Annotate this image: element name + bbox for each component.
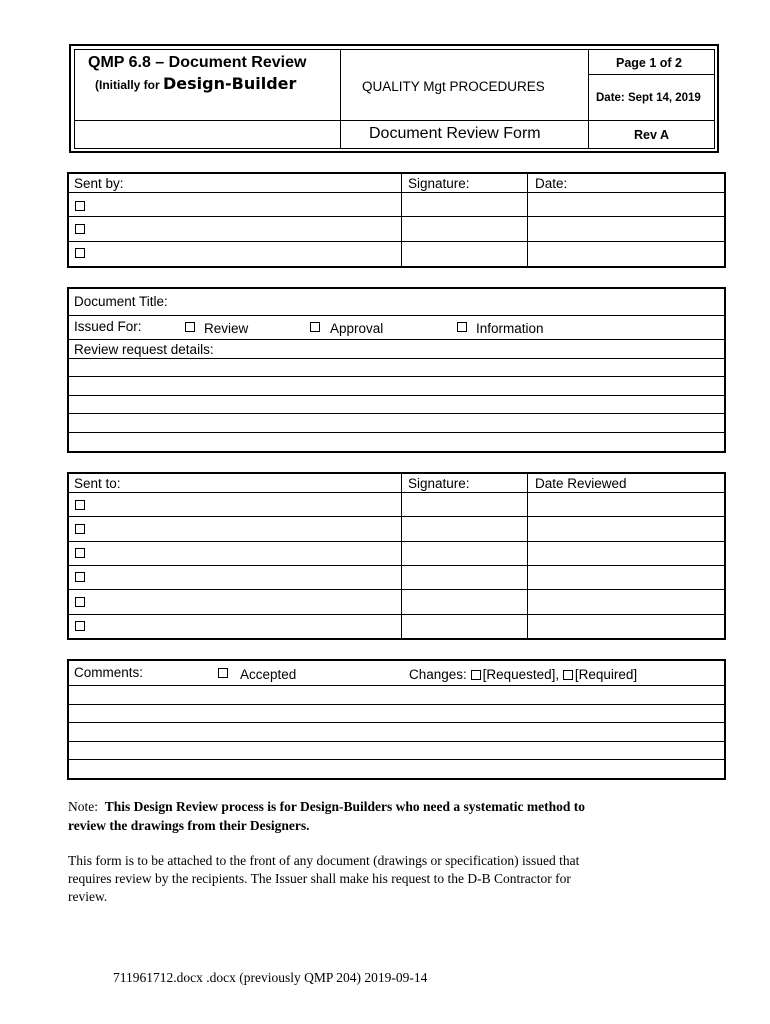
document-border xyxy=(67,287,726,453)
document-row-line xyxy=(68,395,725,396)
sent-by-border xyxy=(67,172,726,268)
requested-label: [Requested], xyxy=(482,667,560,682)
accepted-checkbox[interactable] xyxy=(218,668,228,678)
request-details-label: Review request details: xyxy=(74,342,214,357)
sent-by-col-2 xyxy=(527,173,528,267)
sent-to-checkbox[interactable] xyxy=(75,621,85,631)
accepted-label: Accepted xyxy=(240,667,297,682)
page-number: Page 1 of 2 xyxy=(616,56,682,70)
sent-by-row-line xyxy=(68,216,725,217)
required-checkbox[interactable] xyxy=(563,670,573,680)
review-option-label: Review xyxy=(204,321,249,336)
sent-to-checkbox[interactable] xyxy=(75,597,85,607)
sent-by-date-label: Date: xyxy=(535,176,568,191)
note-para-1: This form is to be attached to the front of any document (drawings or specification) issued that xyxy=(68,853,580,868)
sent-to-checkbox[interactable] xyxy=(75,548,85,558)
sent-to-signature-label: Signature: xyxy=(408,476,470,491)
review-checkbox[interactable] xyxy=(185,322,195,332)
note-para-2: requires review by the recipients. The Issuer shall make his request to the D-B Contractor for xyxy=(68,871,571,886)
sent-to-row-line xyxy=(68,541,725,542)
changes-group xyxy=(409,667,637,683)
sent-by-signature-label: Signature: xyxy=(408,176,470,191)
sent-by-checkbox[interactable] xyxy=(75,248,85,258)
comments-row-line xyxy=(68,722,725,723)
approval-option-label: Approval xyxy=(330,321,384,336)
information-checkbox[interactable] xyxy=(457,322,467,332)
header-row-divider xyxy=(74,120,715,121)
issued-for-label: Issued For: xyxy=(74,319,142,334)
date-reviewed-label: Date Reviewed xyxy=(535,476,627,491)
document-row-line xyxy=(68,339,725,340)
header-date: Date: Sept 14, 2019 xyxy=(596,92,701,104)
comments-row-line xyxy=(68,759,725,760)
initially-for-prefix: (Initially for xyxy=(95,78,160,92)
document-row-line xyxy=(68,358,725,359)
doc-code: QMP 6.8 – Document Review xyxy=(88,54,307,71)
quality-label: QUALITY Mgt PROCEDURES xyxy=(362,79,545,94)
document-row-line xyxy=(68,432,725,433)
sent-to-checkbox[interactable] xyxy=(75,524,85,534)
comments-label: Comments: xyxy=(74,665,144,680)
comments-row-line xyxy=(68,741,725,742)
sent-by-checkbox[interactable] xyxy=(75,224,85,234)
footer-filename: 711961712.docx .docx (previously QMP 204) 2019-09-14 xyxy=(113,970,428,985)
sent-by-checkbox[interactable] xyxy=(75,201,85,211)
header-page-divider xyxy=(588,74,715,75)
sent-by-col-1 xyxy=(401,173,402,267)
initially-for xyxy=(95,76,296,93)
comments-row-line xyxy=(68,704,725,705)
note-bold-2: review the drawings from their Designers. xyxy=(68,818,310,833)
information-option-label: Information xyxy=(476,321,544,336)
required-label: [Required] xyxy=(574,667,638,682)
initially-for-builder: Design-Builder xyxy=(163,74,297,93)
requested-checkbox[interactable] xyxy=(471,670,481,680)
sent-by-row-line xyxy=(68,241,725,242)
sent-to-checkbox[interactable] xyxy=(75,500,85,510)
document-row-line xyxy=(68,315,725,316)
revision: Rev A xyxy=(634,128,669,142)
document-row-line xyxy=(68,413,725,414)
note-para-3: review. xyxy=(68,889,108,904)
sent-by-row-line xyxy=(68,192,725,193)
approval-checkbox[interactable] xyxy=(310,322,320,332)
note-bold-1: This Design Review process is for Design-Builders who need a systematic method to xyxy=(104,799,585,814)
note-line-1 xyxy=(68,799,585,815)
sent-to-row-line xyxy=(68,516,725,517)
note-prefix: Note: xyxy=(68,799,98,814)
sent-to-checkbox[interactable] xyxy=(75,572,85,582)
form-title: Document Review Form xyxy=(369,125,541,142)
changes-label: Changes: xyxy=(409,667,467,682)
document-row-line xyxy=(68,376,725,377)
header-divider-2 xyxy=(588,49,589,149)
comments-row-line xyxy=(68,685,725,686)
sent-to-row-line xyxy=(68,614,725,615)
sent-to-label: Sent to: xyxy=(74,476,121,491)
sent-by-label: Sent by: xyxy=(74,176,124,191)
sent-to-row-line xyxy=(68,492,725,493)
sent-to-row-line xyxy=(68,589,725,590)
header-divider-1 xyxy=(340,49,341,149)
document-title-label: Document Title: xyxy=(74,294,168,309)
sent-to-row-line xyxy=(68,565,725,566)
